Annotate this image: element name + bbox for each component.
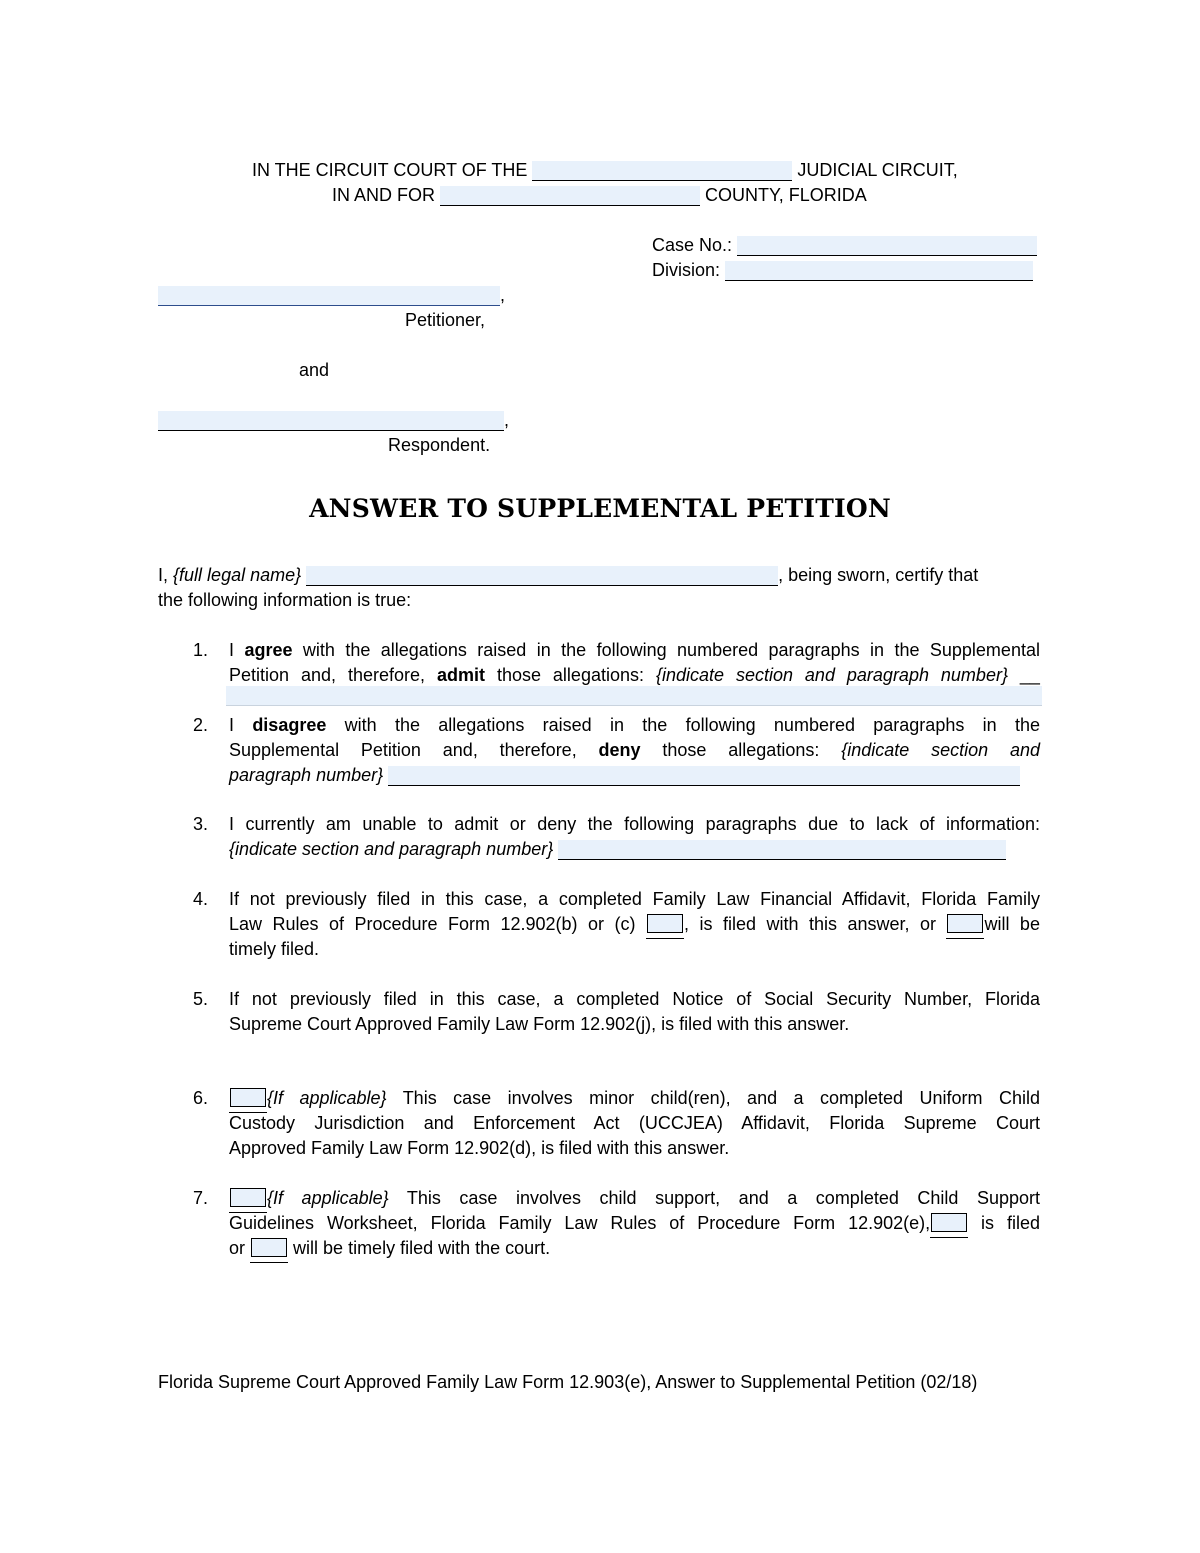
item-2-hint: paragraph number} [229, 765, 384, 785]
item-5 [229, 987, 1040, 1037]
item-6-hint: {If applicable} [267, 1088, 387, 1108]
division-field[interactable] [725, 261, 1033, 281]
item-2-number: 2. [193, 715, 209, 735]
item-6-text: Approved Family Law Form 12.902(d), is filed with this answer. [229, 1138, 730, 1158]
petitioner-name-field[interactable] [158, 286, 500, 306]
item-2-text: those allegations: [662, 740, 820, 760]
case-no-label: Case No.: [652, 235, 733, 255]
page-title: ANSWER TO SUPPLEMENTAL PETITION [309, 494, 891, 523]
comma: , [500, 285, 506, 305]
item-2-text: Supplemental Petition and, therefore, [229, 740, 577, 760]
item-6-text: Custody Jurisdiction and Enforcement Act (UCCJEA) Affidavit, Florida Supreme Court [229, 1113, 1040, 1133]
item-3-hint: {indicate section and paragraph number} [229, 839, 554, 859]
petitioner-label: Petitioner, [405, 310, 486, 330]
item-1-number: 1. [193, 640, 209, 660]
petitioner-name-row [158, 283, 505, 308]
item-1-agree: agree [244, 640, 293, 660]
county-line [332, 183, 867, 208]
comma: , [504, 410, 510, 430]
item-1-hint: {indicate section and paragraph number} [655, 665, 1008, 685]
item-2 [229, 713, 1040, 788]
circuit-prefix: IN THE CIRCUIT COURT OF THE [252, 160, 528, 180]
worksheet-later-checkbox[interactable] [251, 1238, 287, 1257]
item-5-text: If not previously filed in this case, a completed Notice of Social Security Number, Florida [229, 989, 1040, 1009]
item-5-number: 5. [193, 989, 209, 1009]
item-6-number: 6. [193, 1088, 209, 1108]
item-4-text: If not previously filed in this case, a completed Family Law Financial Affidavit, Florida Family [229, 889, 1040, 909]
item-1-text: with the allegations raised in the following numbered paragraphs in the Supplemental [302, 640, 1040, 660]
case-no-field[interactable] [737, 236, 1037, 256]
item-4-text: Law Rules of Procedure Form 12.902(b) or (c) [229, 914, 636, 934]
intro-line-1 [158, 563, 978, 588]
item-6 [229, 1086, 1040, 1161]
division-row [652, 258, 1033, 283]
item-3-number: 3. [193, 814, 209, 834]
form-footer: Florida Supreme Court Approved Family Law Form 12.903(e), Answer to Supplemental Petition (02/18) [158, 1372, 978, 1392]
item-4-text: , is filed with this answer, or [684, 914, 936, 934]
intro-line-2: the following information is true: [158, 590, 412, 610]
item-3-paragraphs-field[interactable] [558, 840, 1006, 860]
item-2-text: with the allegations raised in the following numbered paragraphs in the [344, 715, 1040, 735]
item-7-text: is filed [981, 1213, 1040, 1233]
item-2-paragraphs-field[interactable] [388, 766, 1020, 786]
county-suffix: COUNTY, FLORIDA [705, 185, 867, 205]
respondent-label: Respondent. [388, 435, 491, 455]
full-name-hint: {full legal name} [173, 565, 302, 585]
item-2-text: I [229, 715, 235, 735]
item-7-hint: {If applicable} [267, 1188, 389, 1208]
item-4-text: will be [984, 914, 1040, 934]
item-2-disagree: disagree [252, 715, 327, 735]
item-5-text: Supreme Court Approved Family Law Form 12.902(j), is filed with this answer. [229, 1014, 850, 1034]
item-1-admit: admit [436, 665, 485, 685]
item-7-text: This case involves child support, and a completed Child Support [406, 1188, 1040, 1208]
item-1-paragraphs-field[interactable] [226, 686, 1042, 706]
sworn-text: , being sworn, certify that [778, 565, 979, 585]
circuit-line [252, 158, 958, 183]
judicial-circuit-field[interactable] [532, 161, 792, 181]
respondent-name-row [158, 408, 509, 433]
item-7-text: will be timely filed with the court. [293, 1238, 551, 1258]
division-label: Division: [652, 260, 721, 280]
item-1-text: Petition and, therefore, [229, 665, 426, 685]
full-legal-name-field[interactable] [306, 566, 778, 586]
item-1-text: I [229, 640, 235, 660]
item-4-number: 4. [193, 889, 209, 909]
item-3 [229, 812, 1040, 862]
item-7-text: or [229, 1238, 246, 1258]
worksheet-filed-checkbox[interactable] [931, 1213, 967, 1232]
county-prefix: IN AND FOR [332, 185, 436, 205]
item-1-tail: __ [1019, 665, 1040, 685]
county-field[interactable] [440, 186, 700, 206]
item-2-hint: {indicate section and [841, 740, 1040, 760]
affidavit-later-checkbox[interactable] [947, 914, 983, 933]
item-7 [229, 1186, 1040, 1261]
item-4 [229, 887, 1040, 962]
item-7-text: Guidelines Worksheet, Florida Family Law Rules of Procedure Form 12.902(e), [229, 1213, 931, 1233]
affidavit-filed-checkbox[interactable] [647, 914, 683, 933]
and-label: and [299, 360, 330, 380]
item-7-number: 7. [193, 1188, 209, 1208]
circuit-suffix: JUDICIAL CIRCUIT, [797, 160, 958, 180]
child-support-checkbox[interactable] [230, 1188, 266, 1207]
item-1 [229, 638, 1040, 688]
item-2-deny: deny [598, 740, 641, 760]
uccjea-checkbox[interactable] [230, 1088, 266, 1107]
respondent-name-field[interactable] [158, 411, 504, 431]
item-1-text: those allegations: [496, 665, 644, 685]
case-no-row [652, 233, 1037, 258]
item-6-text: This case involves minor child(ren), and a completed Uniform Child [402, 1088, 1040, 1108]
item-4-text: timely filed. [229, 939, 320, 959]
intro-i: I, [158, 565, 169, 585]
item-3-text: I currently am unable to admit or deny the following paragraphs due to lack of information: [229, 814, 1040, 834]
